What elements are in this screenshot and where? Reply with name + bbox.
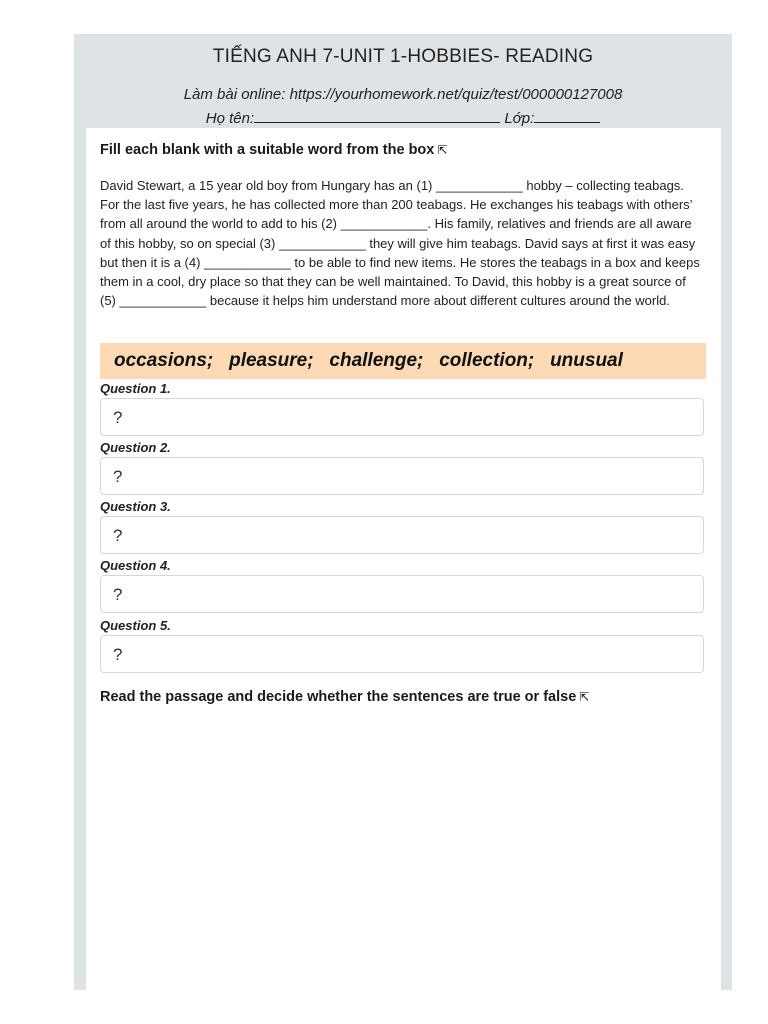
section-heading-fill-blank [100, 142, 447, 158]
answer-input-2[interactable] [100, 457, 704, 495]
worksheet-page [74, 34, 732, 990]
word-box-text: occasions; pleasure; challenge; collection; unusual [114, 350, 623, 371]
answer-placeholder: ? [113, 585, 123, 604]
answer-placeholder: ? [113, 408, 123, 427]
reading-passage: David Stewart, a 15 year old boy from Hungary has an (1) ____________ hobby – collecting teabags. For the last five years, he has collected more than 200 teabags. He exchanges his teabags with others’ from all around the world to add to his (2) ____________. His family, relatives and friends are all aware of this hobby, so on special (3) ____________ they will give him teabags. David says at first it was easy but then it is a (4) ____________ to be able to find new items. He stores the teabags in a box and keeps them in a cool, dry place so that they can be well maintained. To David, this hobby is a great source of (5) ____________ because it helps him understand more about different cultures around the world. [100, 178, 700, 309]
online-link-line [74, 86, 732, 103]
answer-placeholder: ? [113, 467, 123, 486]
name-blank [254, 108, 500, 123]
class-label: Lớp: [504, 110, 535, 127]
word-box [100, 343, 706, 379]
question-label: Question 4. [100, 558, 171, 573]
answer-input-5[interactable] [100, 635, 704, 673]
external-link-icon[interactable]: ⇱ [437, 143, 448, 157]
external-link-icon[interactable]: ⇱ [579, 690, 590, 704]
section-heading-text: Read the passage and decide whether the sentences are true or false [100, 689, 577, 705]
question-label: Question 1. [100, 381, 171, 396]
answer-input-3[interactable] [100, 516, 704, 554]
quiz-panel [86, 128, 721, 990]
class-blank [534, 108, 600, 123]
answer-input-4[interactable] [100, 575, 704, 613]
answer-placeholder: ? [113, 526, 123, 545]
online-url-link[interactable]: https://yourhomework.net/quiz/test/000000127008 [289, 86, 623, 103]
page-title: TIẾNG ANH 7-UNIT 1-HOBBIES- READING [212, 46, 594, 67]
name-label: Họ tên: [205, 110, 255, 127]
question-label: Question 3. [100, 499, 171, 514]
answer-placeholder: ? [113, 645, 123, 664]
answer-input-1[interactable] [100, 398, 704, 436]
section-heading-text: Fill each blank with a suitable word from the box [100, 142, 435, 158]
section-heading-true-false [100, 689, 589, 705]
online-prefix: Làm bài online: [183, 86, 290, 103]
student-info-line [74, 108, 732, 127]
question-label: Question 2. [100, 440, 171, 455]
question-label: Question 5. [100, 618, 171, 633]
